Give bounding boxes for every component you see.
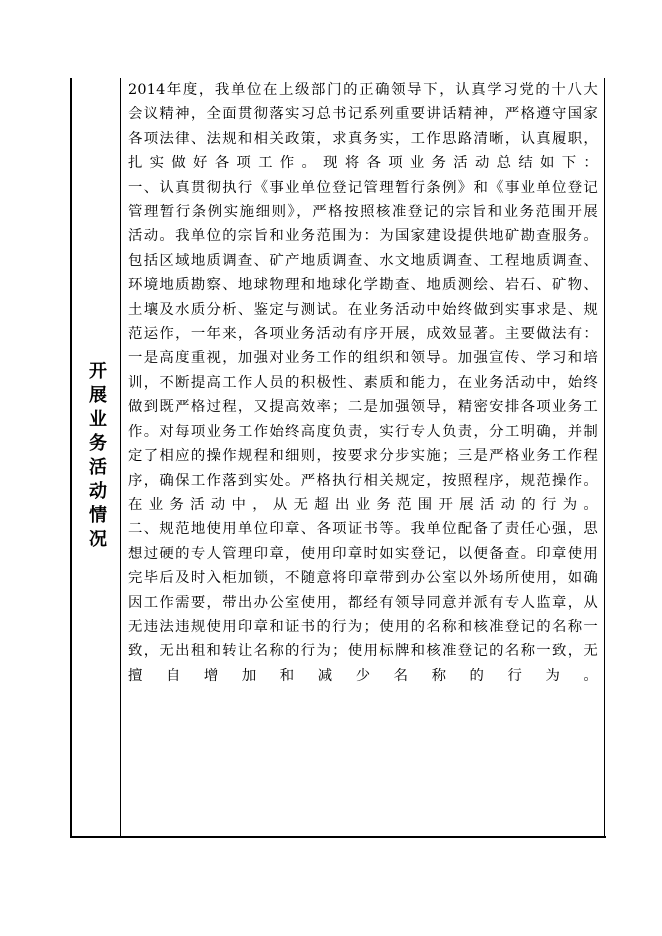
content-line: 在 业 务 活 动 中 ， 从 无 超 出 业 务 范 围 开 展 活 动 的 行 为 。	[128, 496, 598, 513]
content-line: 土壤及水质分析、鉴定与测试。在业务活动中始终做到实事求是、规	[128, 301, 598, 318]
content-line: 完毕后及时入柜加锁，不随意将印章带到办公室以外场所使用，如确	[128, 570, 598, 587]
content-line: 做到既严格过程，又提高效率；二是加强领导，精密安排各项业务工	[128, 399, 598, 416]
section-label-cell	[72, 78, 120, 836]
section-content	[128, 78, 598, 688]
content-line: 范运作，一年来，各项业务活动有序开展，成效显著。主要做法有：	[128, 326, 598, 343]
content-line: 作。对每项业务工作始终高度负责，实行专人负责，分工明确，并制	[128, 423, 598, 440]
content-line: 定了相应的操作规程和细则，按要求分步实施；三是严格业务工作程	[128, 448, 598, 465]
content-line: 因工作需要，带出办公室使用，都经有领导同意并派有专人监章，从	[128, 594, 598, 611]
content-line: 活动。我单位的宗旨和业务范围为：为国家建设提供地矿勘查服务。	[128, 228, 598, 245]
section-label: 开展业务活动情况	[86, 361, 107, 553]
content-line: 各项法律、法规和相关政策，求真务实，工作思路清晰，认真履职，	[128, 130, 598, 147]
table-column-divider	[120, 78, 121, 838]
content-line: 管理暂行条例实施细则》，严格按照核准登记的宗旨和业务范围开展	[128, 204, 598, 221]
content-line: 序，确保工作落到实处。严格执行相关规定，按照程序，规范操作。	[128, 472, 598, 489]
content-line: 无违法违规使用印章和证书的行为；使用的名称和核准登记的名称一	[128, 618, 598, 635]
content-line: 会议精神，全面贯彻落实习总书记系列重要讲话精神，严格遵守国家	[128, 106, 598, 123]
table-border-bottom	[70, 836, 606, 838]
content-line: 环境地质勘察、地球物理和地球化学勘查、地质测绘、岩石、矿物、	[128, 277, 598, 294]
content-line: 一是高度重视，加强对业务工作的组织和领导。加强宣传、学习和培	[128, 350, 598, 367]
content-line: 一、认真贯彻执行《事业单位登记管理暂行条例》和《事业单位登记	[128, 179, 598, 196]
content-line: 2014年度，我单位在上级部门的正确领导下，认真学习党的十八大	[128, 82, 598, 98]
content-line: 训，不断提高工作人员的积极性、素质和能力，在业务活动中，始终	[128, 374, 598, 391]
table-border-right	[604, 78, 605, 838]
content-line: 致，无出租和转让名称的行为；使用标牌和核准登记的名称一致，无	[128, 643, 598, 660]
content-line: 扎 实 做 好 各 项 工 作 。 现 将 各 项 业 务 活 动 总 结 如 下 ：	[128, 155, 598, 172]
content-line: 包括区域地质调查、矿产地质调查、水文地质调查、工程地质调查、	[128, 252, 598, 269]
content-line: 擅 自 增 加 和 减 少 名 称 的 行 为 。	[128, 667, 598, 684]
content-line: 想过硬的专人管理印章，使用印章时如实登记，以便备查。印章使用	[128, 545, 598, 562]
report-table	[70, 78, 606, 838]
content-line: 二、规范地使用单位印章、各项证书等。我单位配备了责任心强，思	[128, 521, 598, 538]
